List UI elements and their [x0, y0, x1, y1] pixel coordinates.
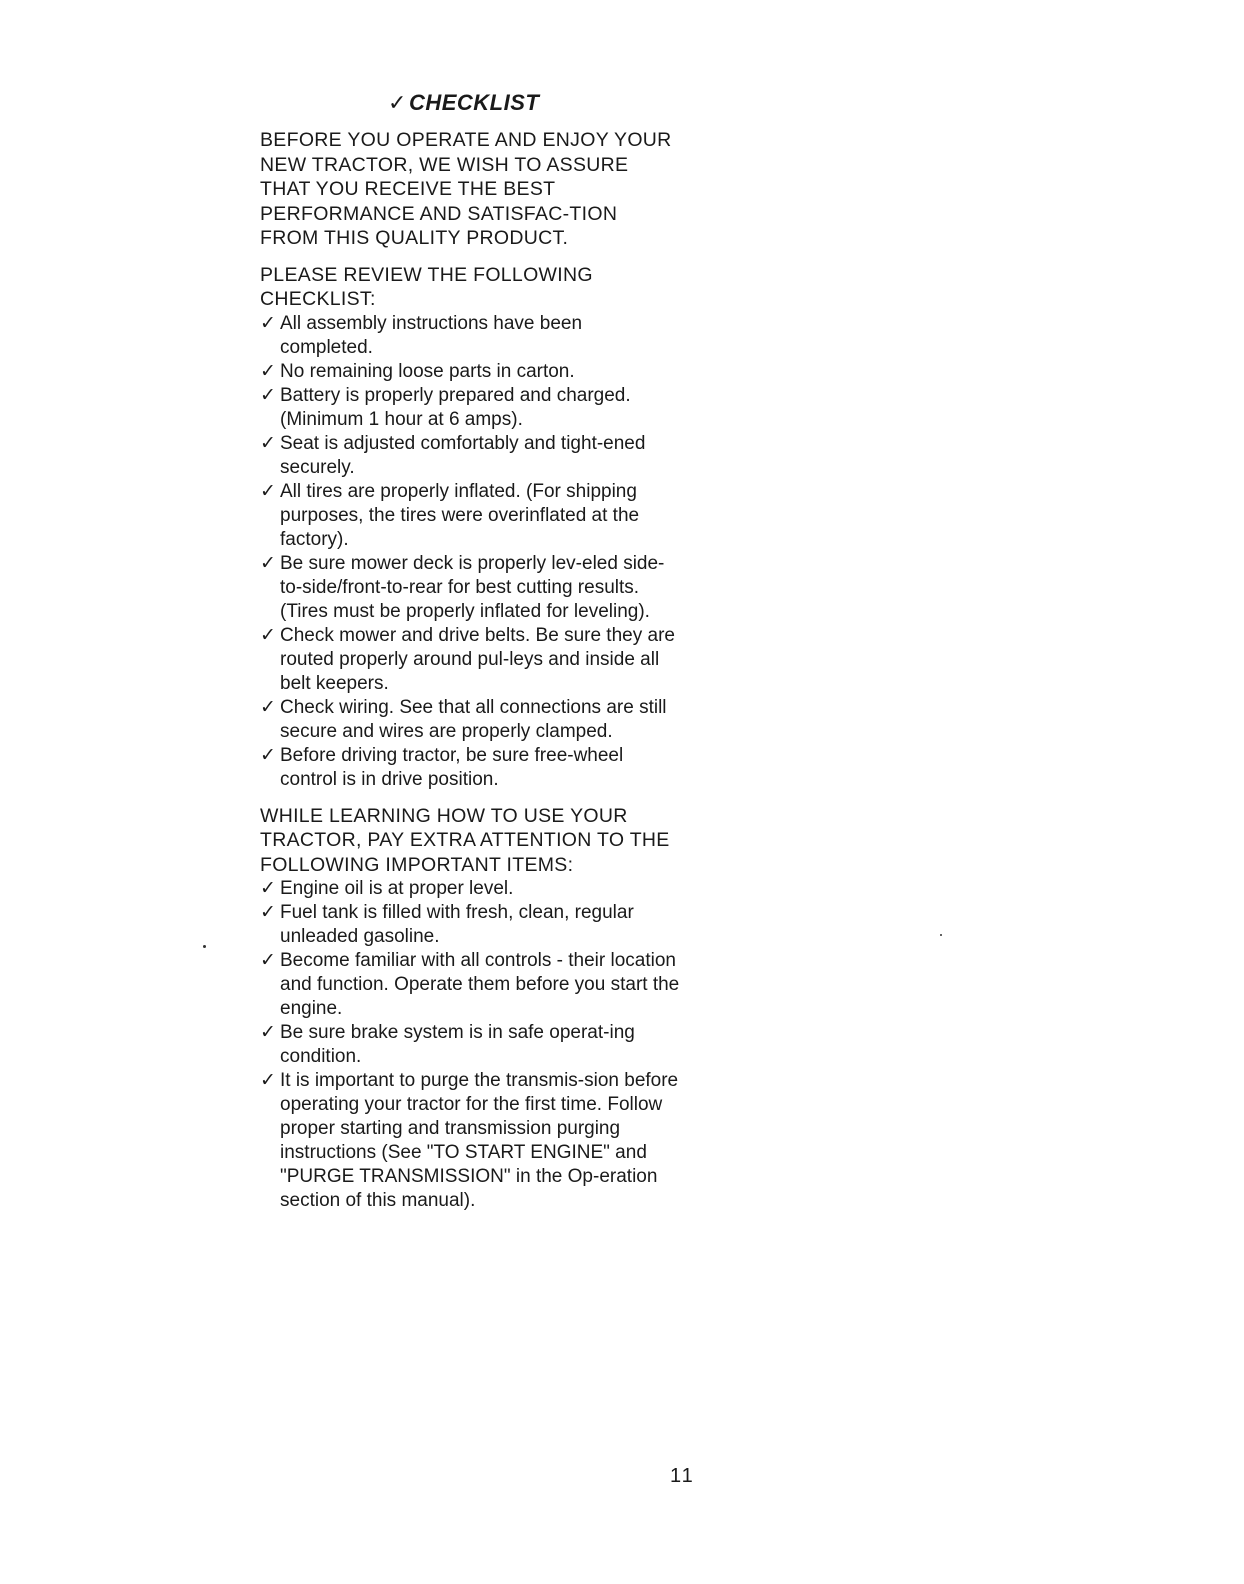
list-item: [260, 696, 680, 744]
checkmark-icon: ✓: [260, 480, 276, 502]
list-item: [260, 744, 680, 792]
scan-speck: [203, 945, 206, 948]
checkmark-icon: ✓: [260, 878, 276, 899]
list-item-text: It is important to purge the transmis-sion before operating your tractor for the first time. Follow proper starting and transmission purging instructions (See "TO START ENGINE" and "PURGE TRANSMISSION" in the Op-eration section of this manual).: [280, 1070, 679, 1211]
list-item-text: Check mower and drive belts. Be sure they are routed properly around pul-leys and inside all belt keepers.: [280, 624, 675, 694]
checkmark-icon: ✓: [260, 624, 276, 646]
list-item-text: Engine oil is at proper level.: [280, 878, 514, 899]
list-item: [260, 1021, 680, 1069]
list-item: [260, 624, 680, 696]
intro-paragraph-2: PLEASE REVIEW THE FOLLOWING CHECKLIST:: [260, 263, 593, 310]
checkmark-icon: ✓: [260, 1022, 276, 1043]
list-item: [260, 360, 680, 384]
list-item-text: No remaining loose parts in carton.: [280, 360, 575, 382]
checkmark-icon: ✓: [260, 950, 276, 971]
list-item: [260, 432, 680, 480]
list-item-text: All tires are properly inflated. (For shipping purposes, the tires were overinflated at the factory).: [280, 480, 640, 550]
checkmark-icon: ✓: [260, 360, 276, 382]
checklist-before-operation: [260, 312, 680, 792]
list-item-text: Before driving tractor, be sure free-wheel control is in drive position.: [280, 744, 624, 790]
list-item-text: All assembly instructions have been completed.: [280, 312, 583, 358]
page-heading: [388, 90, 539, 116]
checkmark-icon: ✓: [260, 432, 276, 454]
list-item: [260, 312, 680, 360]
heading-title: CHECKLIST: [408, 90, 540, 115]
page-number: 11: [670, 1465, 695, 1487]
checkmark-icon: ✓: [388, 90, 407, 115]
list-item-text: Be sure brake system is in safe operat-ing condition.: [280, 1022, 635, 1067]
list-item: [260, 480, 680, 552]
list-item: [260, 901, 680, 949]
intro-paragraph-1: BEFORE YOU OPERATE AND ENJOY YOUR NEW TRACTOR, WE WISH TO ASSURE THAT YOU RECEIVE THE BEST PERFORMANCE AND SATISFAC-TION FROM THIS QUALITY PRODUCT.: [260, 129, 672, 249]
list-item: [260, 384, 680, 432]
list-item-text: Check wiring. See that all connections are still secure and wires are properly clamped.: [280, 696, 667, 742]
list-item-text: Be sure mower deck is properly lev-eled side-to-side/front-to-rear for best cutting results. (Tires must be properly inflated for leveling).: [280, 552, 665, 622]
list-item: [260, 949, 680, 1021]
checkmark-icon: ✓: [260, 744, 276, 766]
checkmark-icon: ✓: [260, 552, 276, 574]
checkmark-icon: ✓: [260, 696, 276, 718]
list-item-text: Seat is adjusted comfortably and tight-ened securely.: [280, 432, 646, 478]
list-item-text: Fuel tank is filled with fresh, clean, regular unleaded gasoline.: [280, 902, 634, 947]
checkmark-icon: ✓: [260, 1070, 276, 1091]
intro-paragraph-3: WHILE LEARNING HOW TO USE YOUR TRACTOR, PAY EXTRA ATTENTION TO THE FOLLOWING IMPORTANT ITEMS:: [260, 804, 670, 876]
list-item: [260, 552, 680, 624]
checkmark-icon: ✓: [260, 384, 276, 406]
scan-speck: [940, 934, 942, 936]
list-item-text: Become familiar with all controls - their location and function. Operate them before you start the engine.: [280, 950, 680, 1019]
list-item-text: Battery is properly prepared and charged. (Minimum 1 hour at 6 amps).: [280, 384, 631, 430]
list-item: [260, 1069, 680, 1213]
checklist-while-learning: [260, 877, 680, 1213]
main-column: [260, 128, 680, 1225]
checkmark-icon: ✓: [260, 902, 276, 923]
list-item: [260, 877, 680, 901]
checkmark-icon: ✓: [260, 312, 276, 334]
